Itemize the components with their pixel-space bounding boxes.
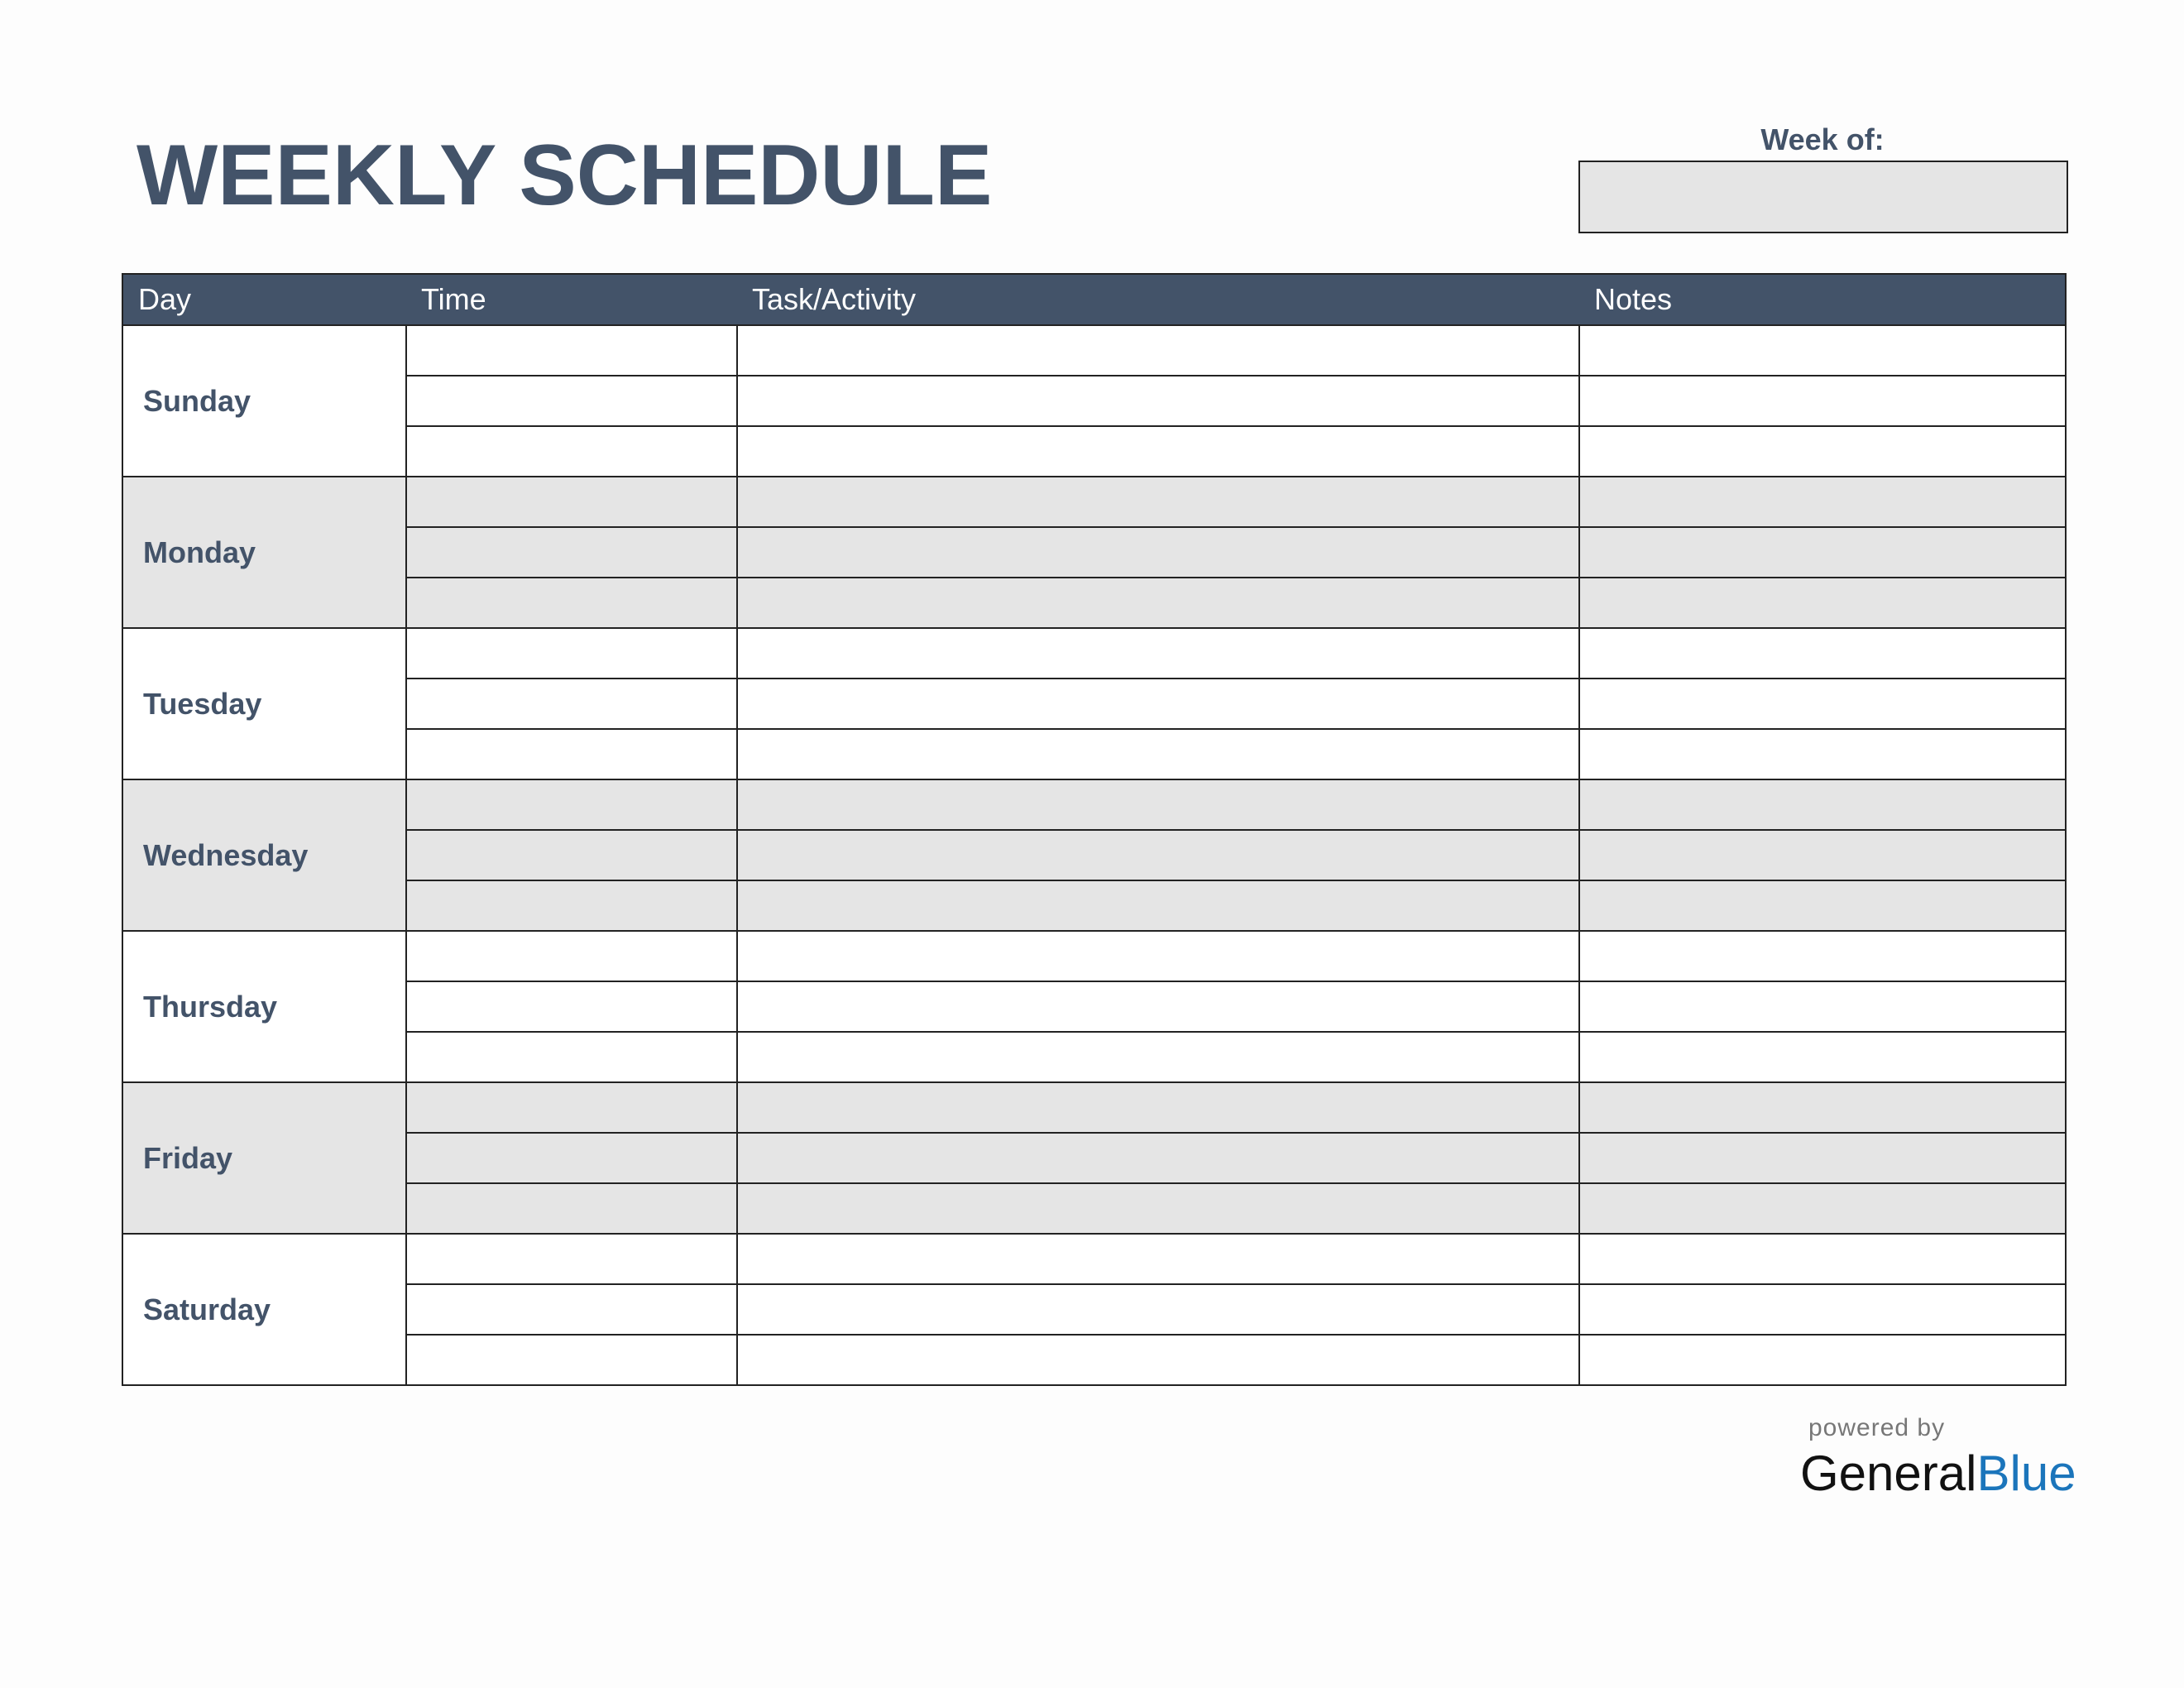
- notes-cell[interactable]: [1579, 1183, 2066, 1234]
- time-cell[interactable]: [406, 376, 737, 426]
- time-cell[interactable]: [406, 931, 737, 981]
- table-row: [122, 830, 2066, 880]
- task-cell[interactable]: [737, 931, 1579, 981]
- task-cell[interactable]: [737, 628, 1579, 679]
- day-label-saturday: Saturday: [122, 1234, 406, 1385]
- powered-by-text: powered by: [1808, 1414, 1946, 1441]
- header-task-activity: Task/Activity: [737, 274, 1579, 325]
- notes-cell[interactable]: [1579, 477, 2066, 527]
- notes-cell[interactable]: [1579, 830, 2066, 880]
- time-cell[interactable]: [406, 477, 737, 527]
- time-cell[interactable]: [406, 830, 737, 880]
- table-row: [122, 628, 2066, 679]
- notes-cell[interactable]: [1579, 679, 2066, 729]
- task-cell[interactable]: [737, 1234, 1579, 1284]
- task-cell[interactable]: [737, 1183, 1579, 1234]
- task-cell[interactable]: [737, 1082, 1579, 1133]
- notes-cell[interactable]: [1579, 426, 2066, 477]
- notes-cell[interactable]: [1579, 325, 2066, 376]
- schedule-table: [122, 273, 2067, 1386]
- task-cell[interactable]: [737, 779, 1579, 830]
- task-cell[interactable]: [737, 830, 1579, 880]
- task-cell[interactable]: [737, 477, 1579, 527]
- task-cell[interactable]: [737, 1032, 1579, 1082]
- day-label-tuesday: Tuesday: [122, 628, 406, 779]
- task-cell[interactable]: [737, 578, 1579, 628]
- task-cell[interactable]: [737, 1284, 1579, 1335]
- week-of-label: Week of:: [1760, 122, 1885, 156]
- schedule-body: [122, 325, 2066, 1385]
- table-row: [122, 981, 2066, 1032]
- table-row: [122, 376, 2066, 426]
- task-cell[interactable]: [737, 1133, 1579, 1183]
- table-row: [122, 1032, 2066, 1082]
- notes-cell[interactable]: [1579, 931, 2066, 981]
- table-row: [122, 325, 2066, 376]
- time-cell[interactable]: [406, 729, 737, 779]
- time-cell[interactable]: [406, 527, 737, 578]
- time-cell[interactable]: [406, 779, 737, 830]
- table-row: [122, 729, 2066, 779]
- header-notes: Notes: [1579, 274, 2066, 325]
- notes-cell[interactable]: [1579, 1133, 2066, 1183]
- time-cell[interactable]: [406, 1032, 737, 1082]
- day-label-thursday: Thursday: [122, 931, 406, 1082]
- notes-cell[interactable]: [1579, 1284, 2066, 1335]
- week-of-field[interactable]: [1578, 161, 2068, 233]
- time-cell[interactable]: [406, 1082, 737, 1133]
- table-row: [122, 1133, 2066, 1183]
- time-cell[interactable]: [406, 628, 737, 679]
- task-cell[interactable]: [737, 880, 1579, 931]
- time-cell[interactable]: [406, 426, 737, 477]
- notes-cell[interactable]: [1579, 527, 2066, 578]
- notes-cell[interactable]: [1579, 376, 2066, 426]
- time-cell[interactable]: [406, 880, 737, 931]
- table-row: [122, 426, 2066, 477]
- task-cell[interactable]: [737, 981, 1579, 1032]
- time-cell[interactable]: [406, 1335, 737, 1385]
- table-row: [122, 880, 2066, 931]
- notes-cell[interactable]: [1579, 1032, 2066, 1082]
- notes-cell[interactable]: [1579, 628, 2066, 679]
- notes-cell[interactable]: [1579, 779, 2066, 830]
- notes-cell[interactable]: [1579, 729, 2066, 779]
- table-row: [122, 527, 2066, 578]
- notes-cell[interactable]: [1579, 981, 2066, 1032]
- task-cell[interactable]: [737, 325, 1579, 376]
- table-row: [122, 679, 2066, 729]
- notes-cell[interactable]: [1579, 880, 2066, 931]
- time-cell[interactable]: [406, 1133, 737, 1183]
- time-cell[interactable]: [406, 679, 737, 729]
- day-label-monday: Monday: [122, 477, 406, 628]
- task-cell[interactable]: [737, 729, 1579, 779]
- time-cell[interactable]: [406, 1234, 737, 1284]
- brand-blue-text: Blue: [1976, 1446, 2076, 1501]
- notes-cell[interactable]: [1579, 1335, 2066, 1385]
- task-cell[interactable]: [737, 1335, 1579, 1385]
- day-label-friday: Friday: [122, 1082, 406, 1234]
- notes-cell[interactable]: [1579, 578, 2066, 628]
- time-cell[interactable]: [406, 578, 737, 628]
- task-cell[interactable]: [737, 527, 1579, 578]
- time-cell[interactable]: [406, 1284, 737, 1335]
- header-day: Day: [122, 274, 406, 325]
- table-row: [122, 578, 2066, 628]
- table-row: [122, 1082, 2066, 1133]
- table-row: [122, 779, 2066, 830]
- task-cell[interactable]: [737, 376, 1579, 426]
- page-title: WEEKLY SCHEDULE: [136, 127, 993, 223]
- table-row: [122, 1335, 2066, 1385]
- table-row: [122, 1284, 2066, 1335]
- task-cell[interactable]: [737, 426, 1579, 477]
- time-cell[interactable]: [406, 981, 737, 1032]
- time-cell[interactable]: [406, 325, 737, 376]
- notes-cell[interactable]: [1579, 1234, 2066, 1284]
- header-time: Time: [406, 274, 737, 325]
- day-label-sunday: Sunday: [122, 325, 406, 477]
- task-cell[interactable]: [737, 679, 1579, 729]
- notes-cell[interactable]: [1579, 1082, 2066, 1133]
- time-cell[interactable]: [406, 1183, 737, 1234]
- brand-general-text: General: [1800, 1446, 1977, 1501]
- table-row: [122, 477, 2066, 527]
- table-header-row: [122, 274, 2066, 325]
- table-row: [122, 1234, 2066, 1284]
- day-label-wednesday: Wednesday: [122, 779, 406, 931]
- table-row: [122, 931, 2066, 981]
- table-row: [122, 1183, 2066, 1234]
- generalblue-logo: [1800, 1445, 2076, 1503]
